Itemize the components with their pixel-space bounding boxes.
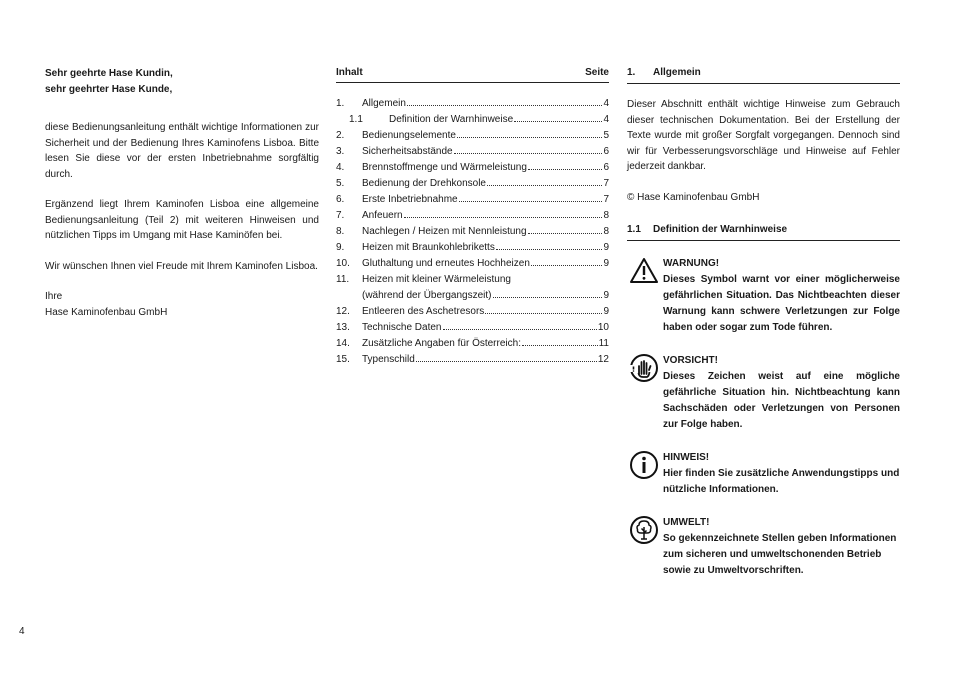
toc-entry[interactable]: 12. Entleeren des Aschetresors 9 [336, 306, 609, 317]
greeting-line-1: Sehr geehrte Hase Kundin, [45, 68, 173, 79]
table-of-contents [336, 66, 609, 368]
warning-triangle-icon [629, 256, 659, 286]
caution-text: Dieses Zeichen weist auf eine mögliche gefährliche Situation hin. Nichtbeachtung kann Sachschäden oder Verletzungen von Personen zur Folge haben. [663, 370, 900, 430]
section-heading-allgemein: 1. Allgemein [627, 66, 900, 84]
hint-block [627, 450, 900, 498]
closing-line-1: Ihre [45, 291, 63, 302]
toc-entry[interactable]: 9. Heizen mit Braunkohlebriketts 9 [336, 242, 609, 253]
toc-entry[interactable]: 4. Brennstoffmenge und Wärmeleistung 6 [336, 162, 609, 173]
toc-entry[interactable]: 3. Sicherheitsabstände 6 [336, 146, 609, 157]
caution-block [627, 353, 900, 433]
general-section [627, 66, 900, 579]
toc-entry[interactable]: 13. Technische Daten 10 [336, 322, 609, 333]
warning-title: WARNUNG! [663, 257, 720, 269]
section-heading-warnhinweise: 1.1 Definition der Warnhinweise [627, 223, 900, 241]
environment-title: UMWELT! [663, 516, 710, 528]
toc-entry[interactable]: 14. Zusätzliche Angaben für Österreich: 11 [336, 338, 609, 349]
toc-entry[interactable]: 15. Typenschild 12 [336, 354, 609, 365]
toc-entry[interactable]: 1. Allgemein 4 [336, 98, 609, 109]
greeting-line-2: sehr geehrter Hase Kunde, [45, 84, 173, 95]
wishes-paragraph: Wir wünschen Ihnen viel Freude mit Ihrem Kaminofen Lisboa. [45, 260, 318, 272]
toc-entry[interactable]: 8. Nachlegen / Heizen mit Nennleistung 8 [336, 226, 609, 237]
supplement-paragraph: Ergänzend liegt Ihrem Kaminofen Lisboa eine allgemeine Bedienungsanleitung (Teil 2) mit weiteren Hinweisen und nützlichen Tipps im Umgang mit Hase Kaminöfen bei. [45, 199, 319, 241]
hint-title: HINWEIS! [663, 451, 710, 463]
environment-text: So gekennzeichnete Stellen geben Informationen zum sicheren und umweltschonenden Betrieb sowie zu Umweltvorschriften. [663, 532, 897, 576]
toc-entry[interactable]: 2. Bedienungselemente 5 [336, 130, 609, 141]
toc-entry[interactable]: 5. Bedienung der Drehkonsole 7 [336, 178, 609, 189]
hand-caution-icon [629, 353, 659, 383]
warning-text: Dieses Symbol warnt vor einer möglicherweise gefährlichen Situation. Das Nichtbeachten dieser Warnung kann schwere Verletzungen zur Folge haben oder sogar zum Tode führen. [663, 273, 900, 333]
closing-line-2: Hase Kaminofenbau GmbH [45, 306, 168, 318]
greeting [45, 66, 319, 98]
caution-title: VORSICHT! [663, 354, 718, 366]
environment-block [627, 515, 900, 579]
intro-paragraph: diese Bedienungsanleitung enthält wichtige Informationen zur Sicherheit und der Bedienung Ihres Kaminofens Lisboa. Bitte lesen Sie diese vor der ersten Inbetriebnahme sorgfältig durch. [45, 122, 319, 180]
toc-entry[interactable]: 7. Anfeuern 8 [336, 210, 609, 221]
hint-text: Hier finden Sie zusätzliche Anwendungstipps und nützliche Informationen. [663, 467, 900, 495]
toc-entry[interactable]: 1.1 Definition der Warnhinweise 4 [349, 114, 609, 125]
toc-entry[interactable]: 10. Gluthaltung und erneutes Hochheizen 9 [336, 258, 609, 269]
toc-list [336, 96, 609, 368]
toc-entry[interactable]: 11. Heizen mit kleiner Wärmeleistung (während der Übergangszeit) 9 [336, 274, 609, 301]
info-icon [629, 450, 659, 480]
tree-environment-icon [629, 515, 659, 545]
toc-entry[interactable]: 6. Erste Inbetriebnahme 7 [336, 194, 609, 205]
general-paragraph: Dieser Abschnitt enthält wichtige Hinweise zum Gebrauch dieser technischen Dokumentation. Bei der Erstellung der Texte wurde mit großer Sorgfalt vorgegangen. Dennoch sind wir für Verbesserungsvorschläge und Hinweise auf Fehler jederzeit dankbar. [627, 99, 900, 172]
toc-page-heading: Seite [585, 67, 609, 78]
welcome-column [45, 66, 319, 320]
copyright-notice: © Hase Kaminofenbau GmbH [627, 191, 760, 203]
closing [45, 289, 319, 320]
toc-heading: Inhalt [336, 67, 363, 78]
page-number: 4 [19, 626, 25, 637]
toc-header [336, 66, 609, 83]
warning-block [627, 256, 900, 336]
